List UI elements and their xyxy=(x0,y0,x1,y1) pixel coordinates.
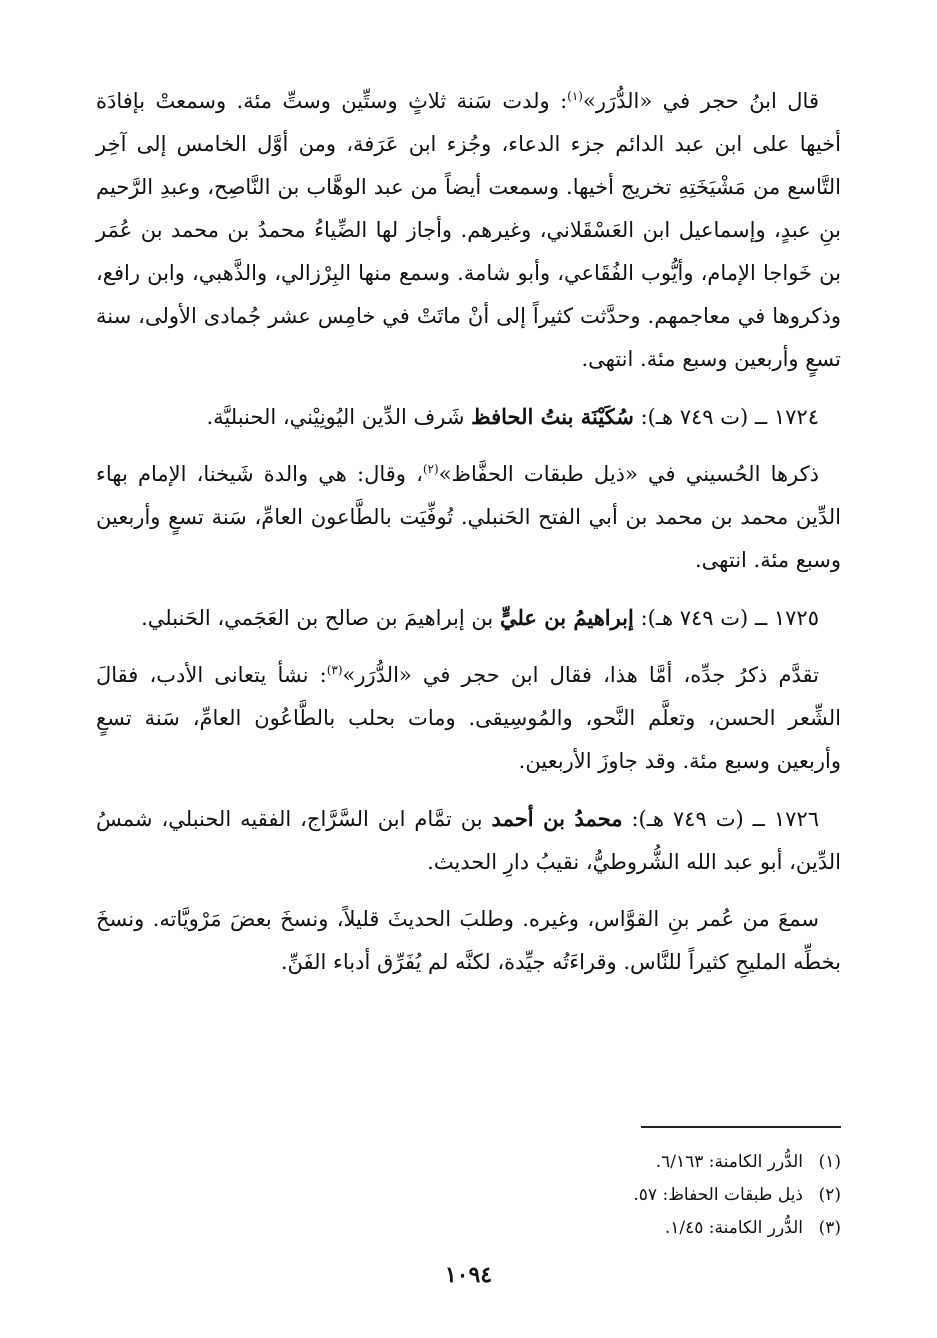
paragraph-text-a: قال ابنُ حجر في «الدُّرَر» xyxy=(582,89,819,113)
footnote-ref-1[interactable]: (١) xyxy=(567,89,583,103)
paragraph-text-b: ، وقال: هي والدة شَيخنا، الإمام بهاء الدِّين محمد بن محمد بن أبي الفتح الحَنبلي. تُوفِّيَت بالطَّاعون العامِّ، سَنة تسعٍ وأربعين وسبع مئة. انتهى. xyxy=(96,462,841,572)
entry-rest: بن إبراهيمَ بن صالح بن العَجَمي، الحَنبلي. xyxy=(141,606,494,630)
page-number: ١٠٩٤ xyxy=(444,1262,493,1288)
entry-number: ١٧٢٦ ــ (ت ٧٤٩ هـ): xyxy=(631,807,819,831)
entry-1724-heading xyxy=(96,395,841,439)
footnote-ref-2[interactable]: (٢) xyxy=(422,462,439,476)
paragraph-text-a: تقدَّم ذكرُ جدِّه، أمَّا هذا، فقال ابن حجر في «الدُّرَر» xyxy=(342,663,820,687)
paragraph-text-a: ذكرها الحُسيني في «ذيل طبقات الحفَّاظ» xyxy=(438,462,819,486)
footnote-number: (٣) xyxy=(818,1218,841,1238)
paragraph-husayni xyxy=(96,453,841,582)
entry-1725-heading xyxy=(96,596,841,640)
footnote-ref-3[interactable]: (٣) xyxy=(326,663,343,677)
page-body xyxy=(96,80,841,984)
entry-number: ١٧٢٥ ــ (ت ٧٤٩ هـ): xyxy=(640,606,819,630)
paragraph-ibn-hajar-quote xyxy=(96,80,841,381)
footnote-3 xyxy=(96,1212,841,1245)
paragraph-sami-min-umar: سمعَ من عُمر بنِ القوَّاس، وغيره. وطلبَ الحديثَ قليلاً، ونسخَ بعضَ مَرْويَّاته. ونسخَ بخطِّه المليحِ كثيراً للنَّاس. وقراءَتُه جيِّدة، لكنَّه لم يُفَرِّق أدباء الفَنِّ. xyxy=(96,907,841,974)
paragraph-text-b: : ولدت سَنة ثلاثٍ وستِّين وستِّ مئة. وسمعتْ بإفادَة أخيها على ابن عبد الدائم جزء الدعاء، وجُزء ابن عَرَفة، ومن أوَّل الخامس إلى آخِر التَّاسع من مَشْيَخَتِهِ تخريج أخيها. وسمعت أيضاً من عبد الوهَّاب بن النَّاصِح، وعبدِ الرَّحيم بنِ عبدٍ، وإسماعيل ابن العَسْقَلاني، وغيرهم. وأجاز لها الضِّياءُ محمدُ بن محمد بن عُمَر بن خَواجا الإمام، وأيُّوب الفُقَاعي، وأبو شامة. وسمع منها البِرْزالي، والذَّهبي، وابن رافع، وذكروها في معاجمهم. وحدَّثت كثيراً إلى أنْ ماتَتْ في خامِس عشر جُمادى الأولى، سنة تسعٍ وأربعين وسبع مئة. انتهى. xyxy=(96,89,841,371)
footnote-number: (٢) xyxy=(818,1185,841,1205)
footnote-2 xyxy=(96,1179,841,1212)
footnote-text: الدُّرر الكامنة: ٦/١٦٣. xyxy=(655,1152,803,1172)
footnotes xyxy=(96,1146,841,1245)
footnote-text: ذيل طبقات الحفاظ: ٥٧. xyxy=(633,1185,803,1205)
footnote-divider xyxy=(641,1126,841,1128)
entry-name: سُكَيْنَة بنتُ الحافظ xyxy=(471,404,634,429)
entry-1726-heading xyxy=(96,797,841,884)
footnote-number: (١) xyxy=(818,1152,841,1172)
footnote-text: الدُّرر الكامنة: ١/٤٥. xyxy=(664,1218,803,1238)
entry-name: إبراهيمُ بن عليٍّ xyxy=(499,605,634,630)
entry-number: ١٧٢٤ ــ (ت ٧٤٩ هـ): xyxy=(640,405,819,429)
entry-rest: شَرف الدِّين اليُونِيْني، الحنبليَّة. xyxy=(206,405,465,429)
footnote-1 xyxy=(96,1146,841,1179)
paragraph-grandfather xyxy=(96,654,841,783)
paragraph-text-b: : نشأ يتعانى الأدب، فقالَ الشِّعر الحسن، وتعلَّم النَّحو، والمُوسِيقى. ومات بحلب بالطَّاعُون العامِّ، سَنة تسعٍ وأربعين وسبع مئة. وقد جاوزَ الأربعين. xyxy=(96,663,841,773)
entry-name: محمدُ بن أحمد xyxy=(491,806,623,831)
entry-rest: بن تمَّام ابن السَّرَّاج، الفقيه الحنبلي، شمسُ الدِّين، أبو عبد الله الشُّروطيُّ، نقيبُ دارِ الحديث. xyxy=(96,807,841,874)
